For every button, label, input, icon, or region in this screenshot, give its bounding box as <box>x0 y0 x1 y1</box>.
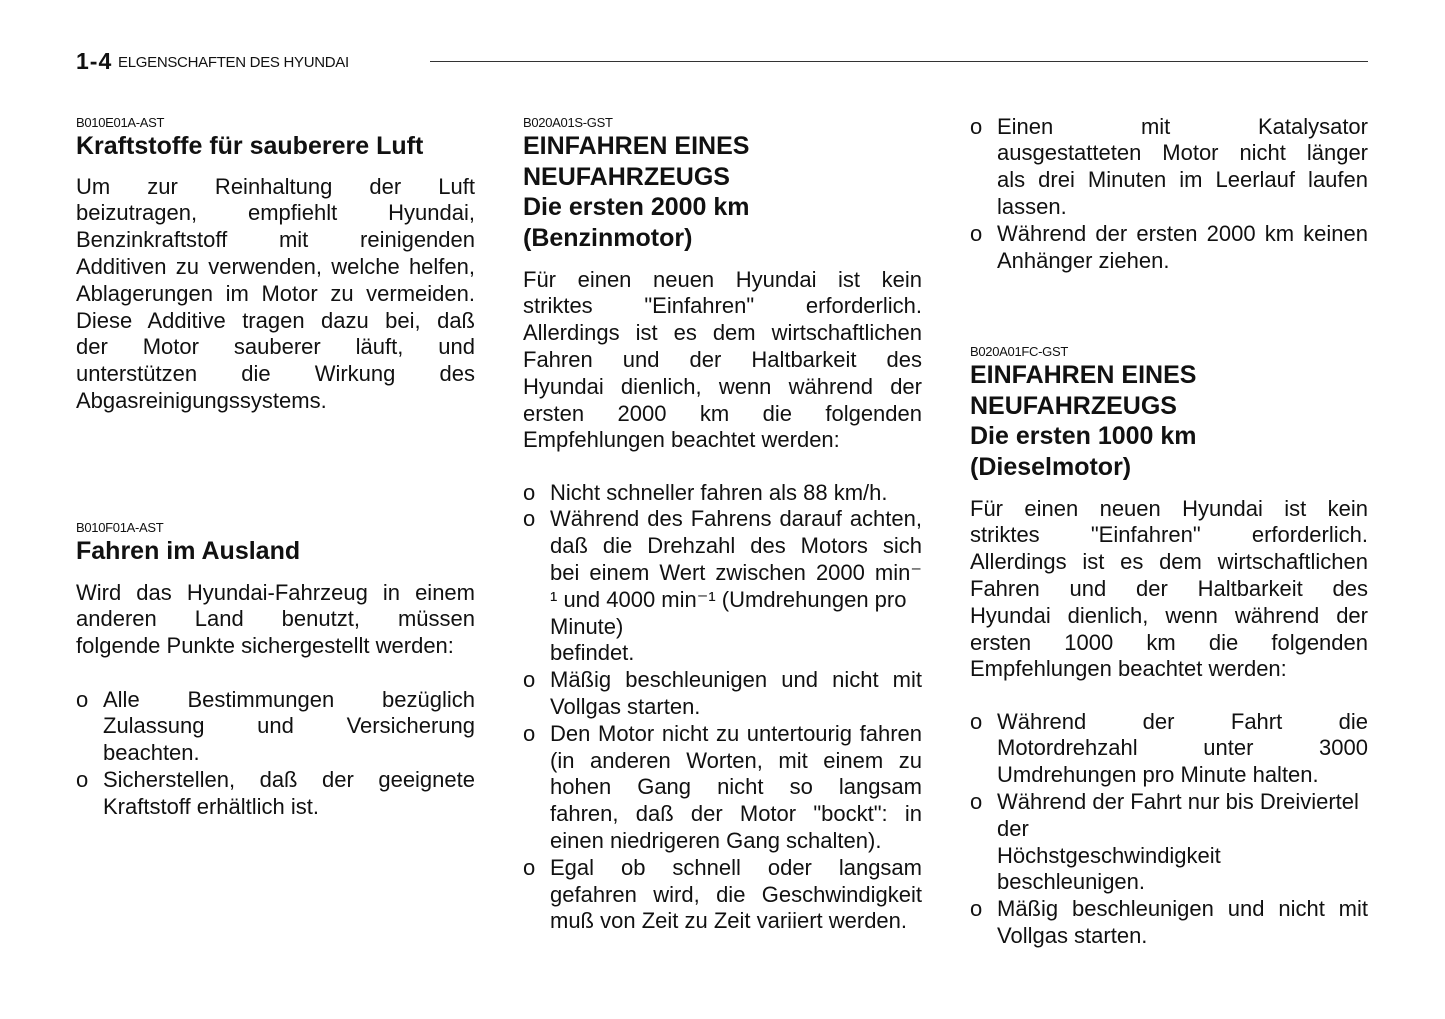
list-item <box>523 855 922 935</box>
paragraph <box>997 896 1368 950</box>
bullet-icon: o <box>76 766 89 792</box>
list-item <box>523 721 922 855</box>
text-line: bei einem Wert zwischen 2000 min⁻ <box>550 559 922 585</box>
text-line: Alle Bestimmungen bezüglich <box>103 686 475 712</box>
text-line: anderen Land benutzt, müssen <box>76 606 475 632</box>
text-line: ersten 1000 km die folgenden <box>970 629 1368 655</box>
section-code: B020A01S-GST <box>523 115 613 130</box>
text-line: der <box>997 815 1029 841</box>
bullet-icon: o <box>970 896 983 922</box>
paragraph <box>997 709 1368 789</box>
text-line: Nicht schneller fahren als 88 km/h. <box>550 479 888 505</box>
text-line: der Motor sauberer läuft, und <box>76 334 475 360</box>
paragraph <box>997 843 1368 870</box>
section-body <box>970 496 1368 684</box>
text-line: Additiven zu verwenden, welche helfen, <box>76 253 475 279</box>
text-line: Hyundai dienlich, wenn während der <box>970 602 1368 628</box>
paragraph <box>997 789 1368 816</box>
text-line: Motordrehzahl unter 3000 <box>997 735 1368 761</box>
heading-line: EINFAHREN EINES <box>970 361 1197 389</box>
text-line: Fahren und der Haltbarkeit des <box>523 346 922 372</box>
section-code: B010E01A-AST <box>76 115 165 130</box>
text-line: Abgasreinigungssystems. <box>76 387 327 413</box>
paragraph <box>76 174 475 415</box>
paragraph <box>997 114 1368 221</box>
bullet-icon: o <box>523 854 536 880</box>
text-line: gefahren wird, die Geschwindigkeit <box>550 881 922 907</box>
heading-line: EINFAHREN EINES <box>523 132 750 160</box>
paragraph <box>550 721 922 855</box>
text-line: Empfehlungen beachtet werden: <box>970 656 1287 682</box>
bullet-icon: o <box>523 479 536 505</box>
text-line: Mäßig beschleunigen und nicht mit <box>550 667 922 693</box>
text-line: Zulassung und Versicherung <box>103 713 475 739</box>
text-line: Benzinkraftstoff mit reinigenden <box>76 227 475 253</box>
heading-line: (Dieselmotor) <box>970 452 1132 481</box>
text-line: Einen mit Katalysator <box>997 113 1368 139</box>
bullet-list <box>970 114 1368 275</box>
section-heading <box>970 360 1368 482</box>
text-line: Fahren und der Haltbarkeit des <box>970 575 1368 601</box>
text-line: beachten. <box>103 740 200 766</box>
text-line: als drei Minuten im Leerlauf laufen <box>997 167 1368 193</box>
text-line: lassen. <box>997 193 1067 219</box>
paragraph <box>550 480 922 507</box>
text-line: beschleunigen. <box>997 869 1146 895</box>
text-line: befindet. <box>550 640 635 666</box>
heading-line: Die ersten 1000 km <box>970 422 1197 451</box>
bullet-icon: o <box>523 667 536 693</box>
text-line: Allerdings ist es dem wirtschaftlichen <box>523 320 922 346</box>
bullet-icon: o <box>970 708 983 734</box>
text-line: ersten 2000 km die folgenden <box>523 400 922 426</box>
heading-line: Die ersten 2000 km <box>523 193 750 222</box>
text-line: Umdrehungen pro Minute halten. <box>997 762 1319 788</box>
chapter-title: ELGENSCHAFTEN DES HYUNDAI <box>118 54 349 71</box>
text-line: hohen Gang nicht so langsam <box>550 774 922 800</box>
bullet-icon: o <box>523 506 536 532</box>
text-line: Ablagerungen im Motor zu vermeiden. <box>76 280 475 306</box>
bullet-list <box>523 480 922 936</box>
text-line: ausgestatteten Motor nicht länger <box>997 140 1368 166</box>
list-item <box>76 767 475 821</box>
text-line: Sicherstellen, daß der geeignete <box>103 766 475 792</box>
text-line: striktes "Einfahren" erforderlich. <box>523 293 922 319</box>
text-line: Um zur Reinhaltung der Luft <box>76 173 475 199</box>
text-line: Allerdings ist es dem wirtschaftlichen <box>970 549 1368 575</box>
text-line: Für einen neuen Hyundai ist kein <box>523 266 922 292</box>
text-line: Den Motor nicht zu untertourig fahren <box>550 720 922 746</box>
section-heading <box>76 131 475 162</box>
list-item <box>523 480 922 507</box>
list-item <box>970 709 1368 789</box>
text-line: einen niedrigeren Gang schalten). <box>550 827 882 853</box>
text-line: Mäßig beschleunigen und nicht mit <box>997 896 1368 922</box>
paragraph <box>103 767 475 821</box>
text-line: Diese Additive tragen dazu bei, daß <box>76 307 475 333</box>
paragraph <box>550 640 922 667</box>
list-item <box>970 221 1368 275</box>
list-item <box>523 667 922 721</box>
paragraph <box>523 267 922 455</box>
paragraph <box>970 496 1368 684</box>
heading-line: Kraftstoffe für sauberere Luft <box>76 132 424 160</box>
section-body <box>523 267 922 455</box>
section-code: B020A01FC-GST <box>970 344 1068 359</box>
heading-line: (Benzinmotor) <box>523 223 693 252</box>
paragraph <box>997 869 1368 896</box>
section-heading <box>523 131 922 253</box>
text-line: Wird das Hyundai-Fahrzeug in einem <box>76 579 475 605</box>
text-line: Vollgas starten. <box>550 693 701 719</box>
text-line: striktes "Einfahren" erforderlich. <box>970 522 1368 548</box>
section-heading <box>76 536 475 567</box>
list-item <box>970 789 1368 896</box>
bullet-icon: o <box>970 113 983 139</box>
text-line: Vollgas starten. <box>997 922 1148 948</box>
paragraph <box>550 506 922 613</box>
bullet-list <box>970 709 1368 950</box>
page-number: 1-4 <box>76 48 113 74</box>
section-body <box>76 580 475 660</box>
text-line: Minute) <box>550 613 624 639</box>
text-line: Während der ersten 2000 km keinen <box>997 220 1368 246</box>
text-line: Kraftstoff erhältlich ist. <box>103 793 320 819</box>
text-line: Während der Fahrt die <box>997 708 1368 734</box>
bullet-list <box>76 687 475 821</box>
header-rule <box>430 61 1368 62</box>
text-line: (in anderen Worten, mit einem zu <box>550 747 922 773</box>
paragraph <box>103 687 475 767</box>
section-body <box>76 174 475 415</box>
bullet-icon: o <box>970 788 983 814</box>
text-line: Hyundai dienlich, wenn während der <box>523 373 922 399</box>
section-code: B010F01A-AST <box>76 520 164 535</box>
list-item <box>523 506 922 667</box>
text-line: Anhänger ziehen. <box>997 247 1170 273</box>
bullet-icon: o <box>76 686 89 712</box>
paragraph <box>76 580 475 660</box>
list-item <box>970 114 1368 221</box>
text-line: Während der Fahrt nur bis Dreiviertel <box>997 788 1359 814</box>
heading-line: NEUFAHRZEUGS <box>970 391 1177 420</box>
heading-line: Fahren im Ausland <box>76 537 301 565</box>
text-line: folgende Punkte sichergestellt werden: <box>76 633 454 659</box>
paragraph <box>550 855 922 935</box>
paragraph <box>997 221 1368 275</box>
text-line: Egal ob schnell oder langsam <box>550 854 922 880</box>
text-line: ¹ und 4000 min⁻¹ (Umdrehungen pro <box>550 586 907 612</box>
text-line: Höchstgeschwindigkeit <box>997 842 1221 868</box>
heading-line: NEUFAHRZEUGS <box>523 162 730 191</box>
paragraph <box>997 816 1368 843</box>
bullet-icon: o <box>523 720 536 746</box>
list-item <box>970 896 1368 950</box>
text-line: Während des Fahrens darauf achten, <box>550 506 922 532</box>
text-line: unterstützen die Wirkung des <box>76 361 475 387</box>
list-item <box>76 687 475 767</box>
text-line: Für einen neuen Hyundai ist kein <box>970 495 1368 521</box>
text-line: fahren, daß der Motor "bockt": in <box>550 801 922 827</box>
paragraph <box>550 614 922 641</box>
paragraph <box>550 667 922 721</box>
text-line: beizutragen, empfiehlt Hyundai, <box>76 200 475 226</box>
bullet-icon: o <box>970 220 983 246</box>
text-line: daß die Drehzahl des Motors sich <box>550 533 922 559</box>
text-line: muß von Zeit zu Zeit variiert werden. <box>550 908 908 934</box>
text-line: Empfehlungen beachtet werden: <box>523 427 840 453</box>
